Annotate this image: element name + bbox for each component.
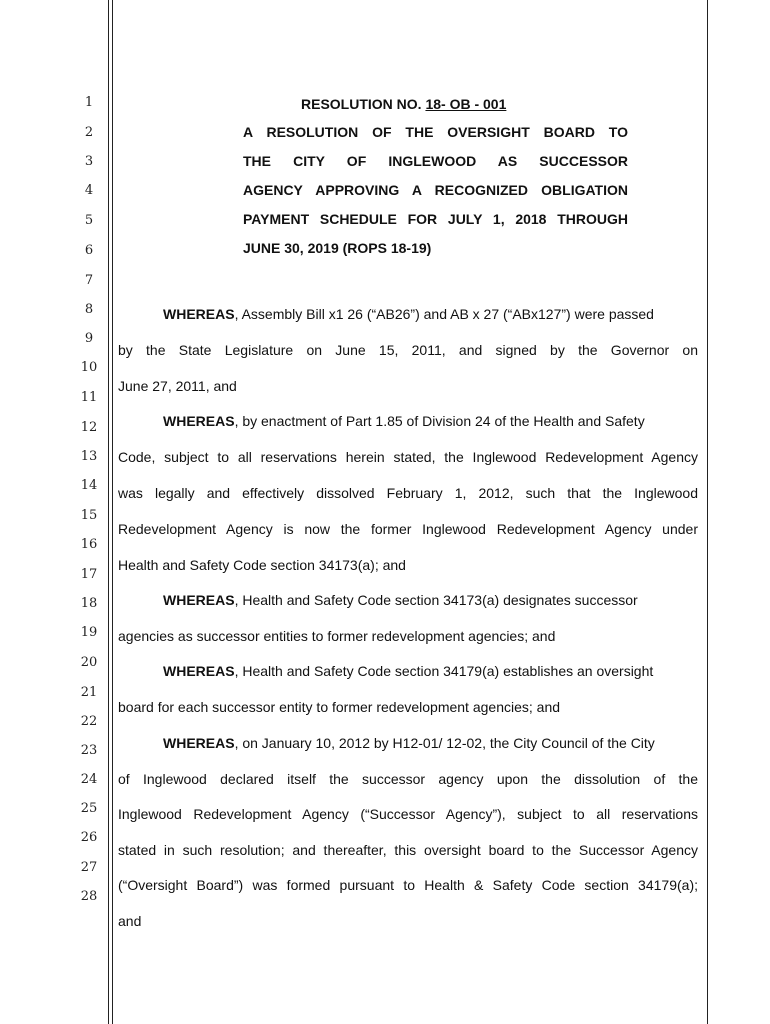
line-number: 14 [80, 478, 98, 493]
title-line: AGENCY APPROVING A RECOGNIZED OBLIGATION [243, 182, 628, 198]
line-number: 10 [80, 360, 98, 375]
recital-line: (“Oversight Board”) was formed pursuant to Health & Safety Code section 34179(a); [118, 877, 698, 893]
recital-line: Health and Safety Code section 34173(a); and [118, 557, 406, 573]
right-margin-rule [707, 0, 708, 1024]
recital-line: WHEREAS, Health and Safety Code section 34173(a) designates successor [163, 592, 638, 608]
line-number: 26 [80, 830, 98, 845]
line-number: 13 [80, 449, 98, 464]
recital-line: by the State Legislature on June 15, 2011, and signed by the Governor on [118, 342, 698, 358]
recital-line: June 27, 2011, and [118, 378, 237, 394]
line-number: 23 [80, 743, 98, 758]
recital-line: board for each successor entity to former redevelopment agencies; and [118, 699, 561, 715]
line-number: 25 [80, 801, 98, 816]
line-number: 2 [84, 125, 94, 140]
recital-line: WHEREAS, Health and Safety Code section 34179(a) establishes an oversight [163, 663, 654, 679]
whereas-label: WHEREAS [163, 413, 235, 429]
whereas-label: WHEREAS [163, 306, 235, 322]
line-number: 4 [84, 183, 94, 198]
recital-line: of Inglewood declared itself the successor agency upon the dissolution of the [118, 771, 698, 787]
title-line: PAYMENT SCHEDULE FOR JULY 1, 2018 THROUGH [243, 211, 628, 227]
whereas-label: WHEREAS [163, 592, 235, 608]
resolution-number-value: 18- OB - 001 [425, 96, 507, 112]
line-number: 19 [80, 625, 98, 640]
title-line: A RESOLUTION OF THE OVERSIGHT BOARD TO [243, 124, 628, 140]
line-number: 5 [84, 213, 94, 228]
recital-line: WHEREAS, by enactment of Part 1.85 of Division 24 of the Health and Safety [163, 413, 645, 429]
line-number: 20 [80, 655, 98, 670]
recital-line: Redevelopment Agency is now the former Inglewood Redevelopment Agency under [118, 521, 698, 537]
recital-line: Code, subject to all reservations herein stated, the Inglewood Redevelopment Agency [118, 449, 698, 465]
recital-line: WHEREAS, on January 10, 2012 by H12-01/ 12-02, the City Council of the City [163, 735, 655, 751]
left-margin-rule-inner [112, 0, 113, 1024]
line-number: 12 [80, 420, 98, 435]
line-number: 11 [80, 390, 98, 405]
left-margin-rule-outer [108, 0, 109, 1024]
line-number: 27 [80, 860, 98, 875]
resolution-number [301, 95, 506, 113]
recital-line: agencies as successor entities to former redevelopment agencies; and [118, 628, 556, 644]
recital-line: and [118, 913, 142, 929]
line-number: 3 [84, 154, 94, 169]
line-number: 15 [80, 508, 98, 523]
line-number: 24 [80, 772, 98, 787]
recital-line: Inglewood Redevelopment Agency (“Successor Agency”), subject to all reservations [118, 806, 698, 822]
line-number: 17 [80, 567, 98, 582]
line-number: 1 [84, 95, 94, 110]
line-number: 21 [80, 685, 98, 700]
whereas-label: WHEREAS [163, 735, 235, 751]
line-number: 8 [84, 302, 94, 317]
recital-line: WHEREAS, Assembly Bill x1 26 (“AB26”) and AB x 27 (“ABx127”) were passed [163, 306, 654, 322]
title-line: JUNE 30, 2019 (ROPS 18-19) [243, 240, 432, 256]
line-number: 9 [84, 331, 94, 346]
line-number: 7 [84, 273, 94, 288]
line-number: 28 [80, 889, 98, 904]
recital-line: stated in such resolution; and thereafter, this oversight board to the Successor Agency [118, 842, 698, 858]
line-number: 22 [80, 714, 98, 729]
recital-line: was legally and effectively dissolved February 1, 2012, such that the Inglewood [118, 485, 698, 501]
line-number: 18 [80, 596, 98, 611]
line-number: 6 [84, 243, 94, 258]
title-line: THE CITY OF INGLEWOOD AS SUCCESSOR [243, 153, 628, 169]
resolution-number-label: RESOLUTION NO. [301, 96, 422, 112]
whereas-label: WHEREAS [163, 663, 235, 679]
line-number: 16 [80, 537, 98, 552]
